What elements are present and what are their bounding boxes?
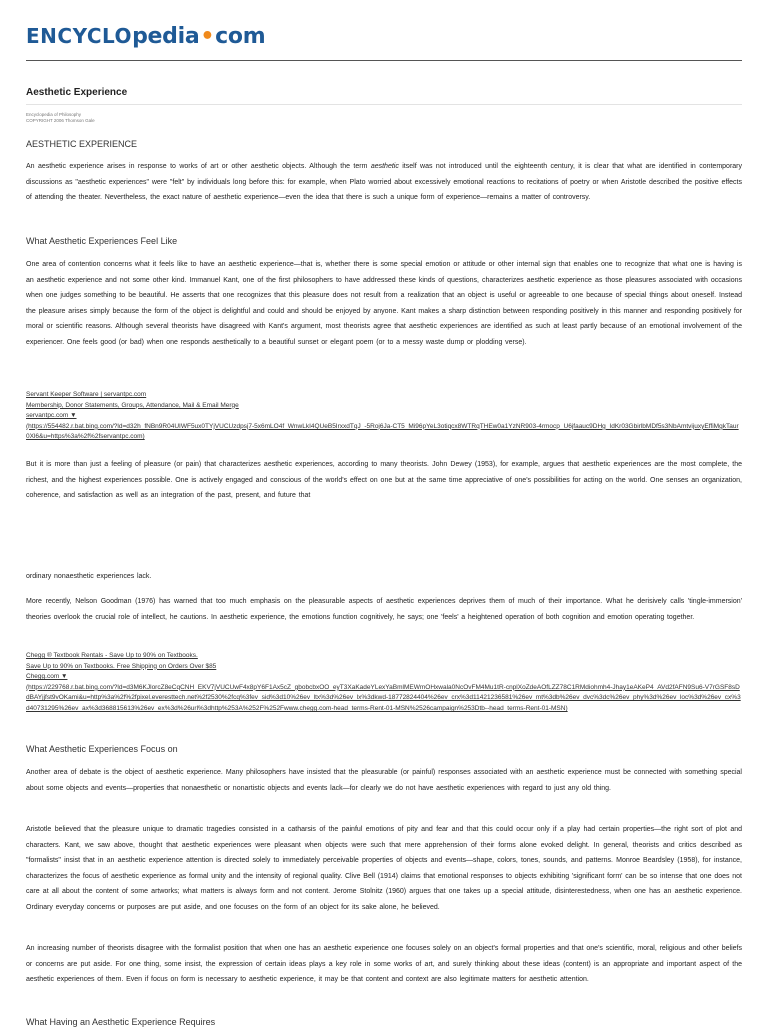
logo-dot: • bbox=[200, 24, 215, 49]
article-title: Aesthetic Experience bbox=[26, 87, 128, 98]
paragraph-object-debate: Another area of debate is the object of aesthetic experience. Many philosophers have insisted that the pleasurable (or painful) responses associated with an aesthetic experience must be connected with something special about some objects and events—properties that nonaesthetic or nonartistic objects and events lack—for clearly we do not have aesthetic experiences with regard to just any old thing. bbox=[26, 769, 742, 792]
ad-description[interactable]: Membership, Donor Statements, Groups, Attendance, Mail & Email Merge bbox=[26, 401, 239, 409]
sponsored-ad-chegg bbox=[26, 651, 742, 715]
paragraph-intro: An aesthetic experience arises in response to works of art or other aesthetic objects. Although the term aesthetic itself was not introduced until the eighteenth century, it is clear that what are identified in contemporary discussions as "aesthetic experiences" were "felt" by individuals long before this: for example, when Plato worried about excessively emotional reactions to recitations of poetry or when Aristotle described the positive effects of attending the theater. Nevertheless, the exact nature of aesthetic experience—even the idea that there is such a unique form of experience—remains a matter of controversy. bbox=[26, 163, 742, 202]
paragraph-goodman: More recently, Nelson Goodman (1976) has warned that too much emphasis on the pleasurable aspects of aesthetic experiences deprives them of much of their importance. What he derisively calls 'tingle-immersion' theories overlook the crucial role of intellect, he cautions. In aesthetic experience, the emotions function cognitively, he says; one 'feels' a heightened operation of both cognition and emotion operating together. bbox=[26, 598, 742, 621]
logo-text-lead: ENCYCLO bbox=[26, 24, 133, 48]
paragraph-feel: One area of contention concerns what it feels like to have an aesthetic experience—that is, whether there is some special emotion or attitude or other internal sign that enables one to recognize that what one is having is an aesthetic experience and not some other kind. Immanuel Kant, one of the first philosophers to have addressed these kinds of questions, characterizes aesthetic experience as those pleasures associated with occasions when one judges something to be beautiful. He asserts that one recognizes that this pleasure does not result from a realization that an object is useful or agreeable to one because of special things about oneself. Instead the pleasure arises simply because the form of the object is delightful and could and should be enjoyed by anyone. Kant makes a sharp distinction between responding positively in this manner and responding positively for moral or scientific reasons. Although several theorists have disagreed with Kant's argument, most theorists agree that aesthetic experiences are identified as such at least partly because of an emotional involvement of the experiencer. One feels good (or bad) when one responds aesthetically to a beautiful sunset or elegant poem (or to a messy waste dump or plodding verse). bbox=[26, 261, 742, 346]
paragraph-dewey-end: ordinary nonaesthetic experiences lack. bbox=[26, 573, 152, 580]
ad-title-link[interactable]: Servant Keeper Software | servantpc.com bbox=[26, 391, 147, 398]
main-heading: AESTHETIC EXPERIENCE bbox=[26, 139, 138, 149]
ad-site-link[interactable]: servantpc.com ▼ bbox=[26, 412, 77, 420]
paragraph-dewey: But it is more than just a feeling of pleasure (or pain) that characterizes aesthetic experiences, according to many theorists. John Dewey (1953), for example, argues that aesthetic experiences are the most complete, the richest, and the highest experiences possible. One is actively engaged and conscious of the world's effect on one but at the same time appreciative of one's possibilities for acting on the world. One senses an organization, coherence, and satisfaction as well as an integration of the past, present, and future that bbox=[26, 461, 742, 500]
ad-url-text[interactable]: (https://229768.r.bat.bing.com/?ld=d3M6KJlorcZ8eCqCNH_EKV7jVUCUwF4x8pY6F1Ax5cZ_gbobcbxOO_eyT3XaKadeYLexYaBmlMEWmOHxwala0NcOvFM4Mu1tR-cnplXoZdeAOfLZZ78C1RMdiohmh4-Jhay1eAKeP4_AVd2fAFN9Su6-V7rGSF8sDdBAYjjfst9vOKami&u=http%3a%2f%2fpixel.everesttech.net%2f2530%2fcq%3fev_sid%3d10%26ev_ltx%3d%26ev_lx%3dkwd-18772824404%26ev_crx%3d11421236581%26ev_mt%3db%26ev_dvc%3dc%26ev_phy%3d%26ev_loc%3d%26ev_cx%3d40731295%26ev_ax%3d368815613%26ev_ex%3d%26url%3dhttp%253A%252F%252Fwww.chegg.com-head_terms-Rent-01-MSN%2526campaign%253Dtb--head_terms-Rent-01-MSN) bbox=[26, 683, 741, 712]
ad-url-text[interactable]: (https://554482.r.bat.bing.com/?ld=d32h_fNBn9R04UIWF5ux0TYjVUCUzdpsj7-5x6mLO4f_WnwLkI4QUeB5IrxxdTqJ_-5Roj6Ja-CT5_Mi96pYeL3otiqcx8WTRqTHEw0a1YzNR903-4rmocp_U6jfaauc9DHg_IdKr03GbirlbMDf5s3NbAmtvijuxyEffiMgkTaur0Xl6&u=https%3a%2f%2fservantpc.com) bbox=[26, 422, 739, 441]
ad-site-link[interactable]: Chegg.com ▼ bbox=[26, 673, 68, 681]
source-citation bbox=[26, 112, 95, 124]
title-divider bbox=[26, 104, 742, 105]
header-divider bbox=[26, 60, 742, 61]
encyclopedia-logo[interactable] bbox=[26, 24, 265, 49]
section-heading-focus: What Aesthetic Experiences Focus on bbox=[26, 744, 178, 754]
source-line-1: Encyclopedia of Philosophy bbox=[26, 112, 82, 117]
logo-text-mid: pedia bbox=[132, 24, 200, 49]
logo-text-tail: com bbox=[215, 24, 266, 49]
ad-title-link[interactable]: Chegg ® Textbook Rentals - Save Up to 90% on Textbooks. bbox=[26, 652, 198, 659]
source-line-2: COPYRIGHT 2006 Thomson Gale bbox=[26, 118, 95, 123]
sponsored-ad-servant bbox=[26, 390, 742, 443]
paragraph-formalist-critique: An increasing number of theorists disagree with the formalist position that when one has an aesthetic experience one focuses solely on an object's formal properties and that one's scientific, moral, religious and other beliefs or concerns are put aside. For one thing, some insist, the expression of certain ideas plays a key role in some works of art, and surely thinking about these ideas (content) is an appropriate and important aspect of the aesthetic experiences of them. Even if focus on form is necessary to aesthetic experience, it may be that content and context are also legitimate matters for aesthetic attention. bbox=[26, 945, 742, 984]
section-heading-requires: What Having an Aesthetic Experience Requires bbox=[26, 1017, 216, 1027]
section-heading-feel: What Aesthetic Experiences Feel Like bbox=[26, 236, 178, 246]
paragraph-aristotle: Aristotle believed that the pleasure unique to dramatic tragedies consisted in a catharsis of the painful emotions of pity and fear and that this could occur only if a play had certain properties—the right sort of plot and characters. Kant, we saw above, thought that aesthetic experiences were pleasant when objects were such that mere apprehension of their forms alone evoked delight. In general, theorists and critics described as "formalists" insist that in an aesthetic experience attention is directed solely to immediately perceivable properties of objects and events—shape, colors, tones, sounds, and patterns. Monroe Beardsley (1958), for instance, characterizes the focus of aesthetic experience as formal unity and the intensity of regional quality. Clive Bell (1914) claims that emotional responses to objects exhibiting 'significant form' can be so intense that one does not care at all about the content of some artworks; what matters is always form and not content. Jerome Stolnitz (1960) argues that one takes up a special attitude, disinterestedness, when one has an aesthetic experience. Ordinary everyday concerns or purposes are put aside, and one focuses on the form of an object for its sake alone, he believed. bbox=[26, 826, 742, 911]
ad-description[interactable]: Save Up to 90% on Textbooks. Free Shipping on Orders Over $85 bbox=[26, 662, 217, 670]
